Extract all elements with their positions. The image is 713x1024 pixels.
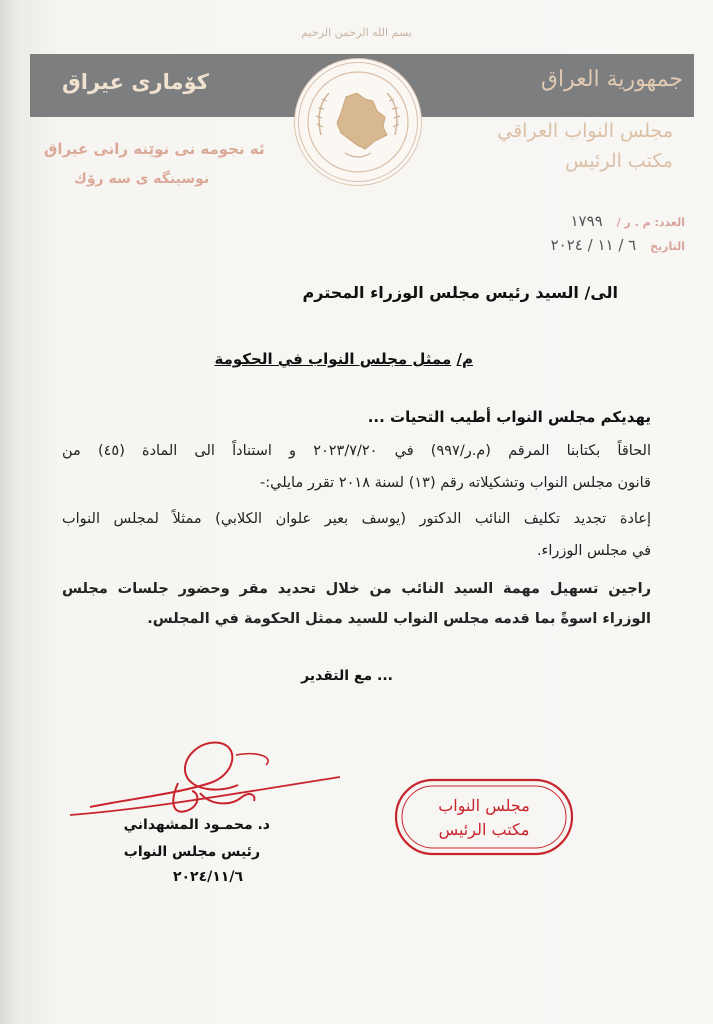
reference-number-label: العدد: م . ر / xyxy=(616,216,685,229)
body-line: إعادة تجديد تكليف النائب الدكتور (يوسف بعير علوان الكلابي) ممثلاً لمجلس النواب xyxy=(62,511,651,527)
subject-line xyxy=(215,350,474,368)
signature-date: ٢٠٢٤/١١/٦ xyxy=(172,869,243,885)
closing-line: ... مع التقدير xyxy=(301,668,393,684)
signatory-title: رئيس مجلس النواب xyxy=(123,844,260,860)
greeting-line: يهديكم مجلس النواب أطيب التحيات ... xyxy=(367,408,651,426)
stamp-line-2: مكتب الرئيس xyxy=(438,820,530,839)
signatory-name: د. محمـود المشهداني xyxy=(123,817,270,833)
body-line: الحاقاً بكتابنا المرقم (م.ر/٩٩٧) في ٢٠٢٣/٧/٢٠ و استناداً الى المادة (٤٥) من xyxy=(62,443,651,459)
reference-date-label: التاريخ xyxy=(650,240,685,253)
body-line: راجين تسهيل مهمة السيد النائب من خلال تحديد مقر وحضور جلسات مجلس xyxy=(62,581,651,597)
subject-text: ممثل مجلس النواب في الحكومة xyxy=(214,350,452,368)
kurdish-subtitle: ئه نجومه نی نوێنه رانی عیراق xyxy=(44,140,265,158)
reference-number-value: ١٧٩٩ xyxy=(570,212,603,230)
office-stamp xyxy=(393,777,575,857)
stamp-line-1: مجلس النواب xyxy=(438,796,530,815)
arabic-title: جمهورية العراق xyxy=(540,67,683,92)
reference-date-value: ٦ / ١١ / ٢٠٢٤ xyxy=(550,236,637,254)
subject-prefix: م/ xyxy=(456,350,473,368)
kurdish-office: نوسینگه ی سه رۆك xyxy=(74,171,210,187)
kurdish-title: كۆماری عیراق xyxy=(62,70,209,94)
office-name: مكتب الرئيس xyxy=(565,150,673,172)
body-line: الوزراء اسوةً بما قدمه مجلس النواب للسيد ممثل الحكومة في المجلس. xyxy=(147,611,651,627)
recipient-line: الى/ السيد رئيس مجلس الوزراء المحترم xyxy=(302,283,618,302)
council-name: مجلس النواب العراقي xyxy=(497,120,673,142)
parliament-seal-icon xyxy=(298,62,418,182)
body-line: في مجلس الوزراء. xyxy=(536,543,651,559)
reference-date xyxy=(551,236,685,254)
body-line: قانون مجلس النواب وتشكيلاته رقم (١٣) لسنة ٢٠١٨ تقرر مايلي:- xyxy=(260,475,651,491)
reference-number xyxy=(571,212,686,230)
basmala: بسم الله الرحمن الرحيم xyxy=(301,26,412,39)
